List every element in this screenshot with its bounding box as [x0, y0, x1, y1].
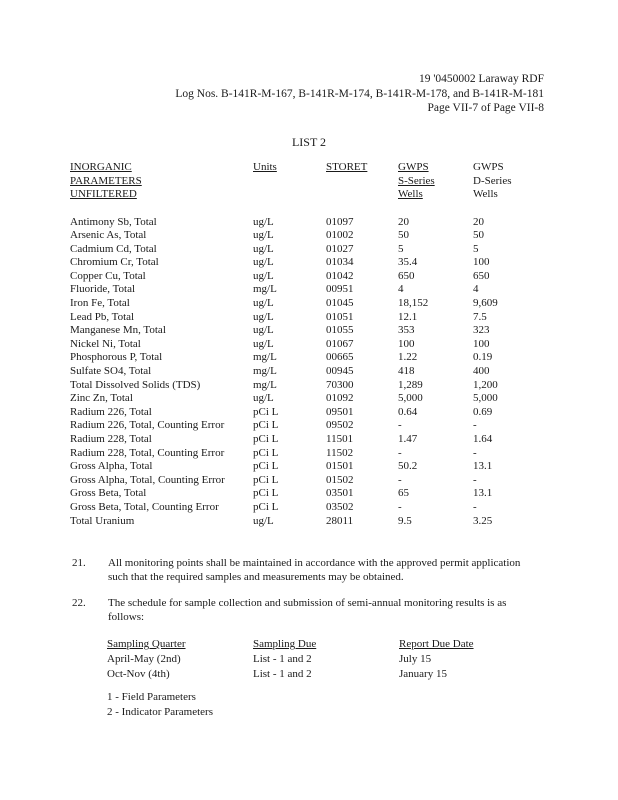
cell-units: mg/L	[253, 283, 277, 296]
cell-units: ug/L	[253, 215, 274, 228]
cell-d: 1,200	[473, 378, 498, 391]
cell-name: Copper Cu, Total	[70, 269, 146, 282]
cell-storet: 28011	[326, 514, 354, 527]
schedule-row	[107, 652, 499, 667]
cell-units: pCi L	[253, 446, 279, 459]
table-row	[70, 351, 533, 365]
cell-units: ug/L	[253, 269, 274, 282]
cell-s: -	[398, 419, 402, 432]
table-row	[70, 474, 533, 488]
cell-d: 4	[473, 283, 479, 296]
schedule-row	[107, 667, 499, 682]
footnote-2: 2 - Indicator Parameters	[107, 706, 213, 718]
cell-s: 1,289	[398, 378, 423, 391]
cell-units: pCi L	[253, 487, 279, 500]
cell-name: Nickel Ni, Total	[70, 337, 141, 350]
table-row	[70, 515, 533, 529]
cell-name: Radium 228, Total, Counting Error	[70, 446, 225, 459]
cell-d: -	[473, 419, 477, 432]
cell-s: 4	[398, 283, 404, 296]
footnotes	[107, 690, 213, 720]
cell-units: pCi L	[253, 405, 279, 418]
paragraph-21-number: 21.	[72, 557, 86, 569]
cell-d: 323	[473, 324, 490, 337]
cell-s: 35.4	[398, 256, 418, 269]
cell-s: 12.1	[398, 310, 418, 323]
cell-storet: 01027	[326, 242, 354, 255]
cell-s: 100	[398, 337, 415, 350]
cell-storet: 11501	[326, 433, 354, 445]
table-header-row	[70, 161, 533, 202]
header-parameters: INORGANIC PARAMETERS UNFILTERED	[70, 161, 142, 200]
cell-units: ug/L	[253, 392, 274, 405]
cell-d: 50	[473, 229, 484, 242]
cell-name: Phosphorous P, Total	[70, 351, 163, 364]
cell-storet: 00951	[326, 283, 354, 296]
cell-name: Lead Pb, Total	[70, 310, 135, 323]
cell-s: 1.47	[398, 433, 418, 445]
cell-name: Radium 226, Total, Counting Error	[70, 419, 225, 432]
table-row	[70, 365, 533, 379]
cell-units: ug/L	[253, 337, 274, 350]
cell-name: Cadmium Cd, Total	[70, 242, 157, 255]
cell-s: 50	[398, 229, 409, 242]
table-row	[70, 229, 533, 243]
cell-storet: 01502	[326, 473, 354, 486]
cell-storet: 01092	[326, 392, 354, 405]
table-row	[70, 487, 533, 501]
log-numbers-line: Log Nos. B-141R-M-167, B-141R-M-174, B-141R-M-178, and B-141R-M-181	[175, 87, 544, 100]
cell-name: Gross Alpha, Total, Counting Error	[70, 473, 225, 486]
cell-storet: 03502	[326, 500, 354, 513]
cell-name: Radium 226, Total	[70, 405, 152, 418]
schedule-cell: List - 1 and 2	[253, 668, 312, 680]
table-row	[70, 501, 533, 515]
cell-d: 400	[473, 365, 490, 378]
cell-units: mg/L	[253, 365, 277, 378]
table-row	[70, 447, 533, 461]
cell-d: 5,000	[473, 392, 498, 405]
table-row	[70, 243, 533, 257]
cell-d: -	[473, 473, 477, 486]
cell-d: 7.5	[473, 310, 487, 323]
cell-units: pCi L	[253, 500, 279, 513]
cell-units: mg/L	[253, 378, 277, 391]
cell-s: 1.22	[398, 351, 418, 364]
cell-d: 13.1	[473, 460, 493, 473]
cell-storet: 00945	[326, 365, 354, 378]
table-row	[70, 338, 533, 352]
header-sampling-quarter: Sampling Quarter	[107, 638, 186, 650]
cell-d: 13.1	[473, 487, 493, 500]
schedule-cell: July 15	[399, 653, 432, 665]
schedule-cell: List - 1 and 2	[253, 653, 312, 665]
parameters-table	[70, 161, 533, 528]
cell-name: Chromium Cr, Total	[70, 256, 159, 269]
table-row	[70, 216, 533, 230]
cell-s: 650	[398, 269, 415, 282]
cell-units: ug/L	[253, 324, 274, 337]
cell-units: pCi L	[253, 473, 279, 486]
cell-units: ug/L	[253, 310, 274, 323]
header-sampling-due: Sampling Due	[253, 638, 317, 650]
cell-name: Gross Alpha, Total	[70, 460, 153, 473]
cell-units: pCi L	[253, 460, 279, 473]
header-report-due-date: Report Due Date	[399, 638, 474, 650]
paragraph-22	[72, 596, 542, 624]
cell-s: 65	[398, 487, 409, 500]
cell-storet: 01501	[326, 460, 354, 473]
header-gwps-d-series: GWPS D-Series Wells	[473, 161, 512, 200]
table-row	[70, 270, 533, 284]
header-storet: STORET	[326, 161, 368, 173]
cell-d: 3.25	[473, 514, 493, 527]
cell-storet: 01097	[326, 215, 354, 228]
cell-storet: 01045	[326, 297, 354, 310]
cell-storet: 00665	[326, 351, 354, 364]
cell-d: 9,609	[473, 297, 498, 310]
table-row	[70, 419, 533, 433]
facility-id-line: 19 '0450002 Laraway RDF	[418, 73, 544, 85]
cell-storet: 01055	[326, 324, 354, 337]
table-row	[70, 297, 533, 311]
cell-s: 18,152	[398, 297, 429, 310]
cell-storet: 70300	[326, 378, 354, 391]
schedule-cell: Oct-Nov (4th)	[107, 668, 170, 680]
cell-storet: 01067	[326, 337, 354, 350]
table-row	[70, 433, 533, 447]
cell-s: 5,000	[398, 392, 423, 405]
paragraph-21-text: All monitoring points shall be maintained in accordance with the approved permit application such that the required samples and measurements may be obtained.	[108, 557, 521, 583]
cell-name: Radium 228, Total	[70, 433, 152, 445]
cell-name: Zinc Zn, Total	[70, 392, 133, 405]
page-number-line: Page VII-7 of Page VII-8	[427, 102, 544, 114]
cell-d: 0.19	[473, 351, 493, 364]
cell-name: Antimony Sb, Total	[70, 215, 157, 228]
cell-storet: 01002	[326, 229, 354, 242]
cell-units: pCi L	[253, 419, 279, 432]
cell-s: 5	[398, 242, 404, 255]
cell-units: ug/L	[253, 256, 274, 269]
schedule-cell: January 15	[399, 668, 447, 680]
cell-storet: 09501	[326, 405, 354, 418]
paragraph-22-text: The schedule for sample collection and submission of semi-annual monitoring results is as follows:	[108, 597, 507, 623]
cell-storet: 01042	[326, 269, 354, 282]
cell-name: Gross Beta, Total	[70, 487, 147, 500]
cell-d: 5	[473, 242, 479, 255]
cell-storet: 09502	[326, 419, 354, 432]
cell-storet: 01051	[326, 310, 354, 323]
cell-units: mg/L	[253, 351, 277, 364]
schedule-cell: April-May (2nd)	[107, 653, 181, 665]
cell-d: 100	[473, 337, 490, 350]
cell-d: 100	[473, 256, 490, 269]
cell-storet: 01034	[326, 256, 354, 269]
page-header	[175, 72, 544, 116]
cell-d: -	[473, 446, 477, 459]
cell-s: 418	[398, 365, 415, 378]
cell-d: -	[473, 500, 477, 513]
table-row	[70, 460, 533, 474]
header-units: Units	[253, 161, 277, 173]
cell-name: Total Dissolved Solids (TDS)	[70, 378, 201, 391]
cell-s: 50.2	[398, 460, 418, 473]
cell-units: ug/L	[253, 297, 274, 310]
schedule-header-row	[107, 637, 499, 652]
cell-s: -	[398, 500, 402, 513]
cell-units: ug/L	[253, 242, 274, 255]
cell-units: ug/L	[253, 514, 274, 527]
cell-storet: 11502	[326, 446, 354, 459]
table-row	[70, 379, 533, 393]
cell-d: 1.64	[473, 433, 493, 445]
table-row	[70, 324, 533, 338]
cell-name: Iron Fe, Total	[70, 297, 130, 310]
cell-name: Sulfate SO4, Total	[70, 365, 152, 378]
list-title: LIST 2	[291, 135, 327, 149]
header-gwps-s-series: GWPS S-Series Wells	[398, 161, 435, 200]
cell-name: Fluoride, Total	[70, 283, 136, 296]
cell-name: Manganese Mn, Total	[70, 324, 166, 337]
paragraph-22-number: 22.	[72, 597, 86, 609]
cell-d: 20	[473, 215, 484, 228]
table-row	[70, 392, 533, 406]
cell-units: ug/L	[253, 229, 274, 242]
footnote-1: 1 - Field Parameters	[107, 691, 196, 703]
cell-d: 650	[473, 269, 490, 282]
cell-s: 9.5	[398, 514, 412, 527]
table-spacer	[70, 202, 533, 216]
cell-s: 353	[398, 324, 415, 337]
table-row	[70, 283, 533, 297]
cell-name: Gross Beta, Total, Counting Error	[70, 500, 219, 513]
cell-name: Total Uranium	[70, 514, 135, 527]
cell-s: -	[398, 446, 402, 459]
cell-units: pCi L	[253, 433, 279, 445]
cell-name: Arsenic As, Total	[70, 229, 147, 242]
table-row	[70, 311, 533, 325]
cell-storet: 03501	[326, 487, 354, 500]
table-row	[70, 256, 533, 270]
cell-s: 0.64	[398, 405, 418, 418]
cell-s: 20	[398, 215, 409, 228]
cell-d: 0.69	[473, 405, 493, 418]
cell-s: -	[398, 473, 402, 486]
table-row	[70, 406, 533, 420]
paragraph-21	[72, 556, 542, 584]
schedule-table	[107, 637, 499, 682]
